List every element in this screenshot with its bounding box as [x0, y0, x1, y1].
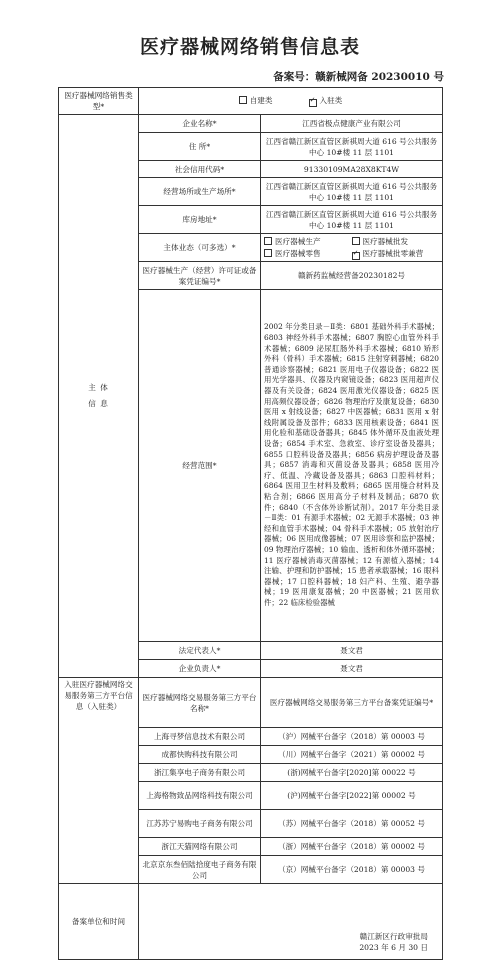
checkbox-icon[interactable] [239, 96, 247, 104]
checkbox-icon[interactable] [352, 237, 360, 245]
platform-record: （沪）网械平台备字（2018）第 00003 号 [261, 728, 443, 746]
principal-label: 企业负责人* [139, 660, 261, 678]
sales-type-options [139, 88, 443, 115]
checkbox-icon[interactable] [309, 99, 317, 107]
platform-record: (沪)网械平台备字[2022]第 00002 号 [261, 782, 443, 810]
principal: 聂文君 [261, 660, 443, 678]
platform-name: 浙江天猫网络有限公司 [139, 838, 261, 856]
option-production[interactable]: 医疗器械生产 [264, 236, 352, 247]
address: 江西省赣江新区直管区新祺周大道 616 号公共服务中心 10#楼 11 层 1101 [261, 133, 443, 161]
option-settled[interactable]: ✓ 入驻类 [309, 95, 343, 107]
platform-name: 上海格物致品网络科技有限公司 [139, 782, 261, 810]
option-self-built[interactable]: 自建类 [239, 95, 273, 107]
company-name-label: 企业名称* [139, 115, 261, 133]
checkbox-icon[interactable] [264, 237, 272, 245]
document-title: 医疗器械网络销售信息表 [139, 36, 360, 58]
option-retail[interactable]: 医疗器械零售 [264, 248, 352, 260]
platform-name: 上海寻梦信息技术有限公司 [139, 728, 261, 746]
option-wholesale-retail[interactable]: ✓ 医疗器械批零兼营 [352, 248, 440, 260]
sales-type-label: 医疗器械网络销售类型* [59, 88, 139, 115]
credit-code-label: 社会信用代码* [139, 161, 261, 178]
legal-rep: 聂文君 [261, 642, 443, 660]
platform-name-header: 医疗器械网络交易服务第三方平台名称* [139, 678, 261, 728]
legal-rep-label: 法定代表人* [139, 642, 261, 660]
checkbox-icon[interactable] [264, 249, 272, 257]
platform-record: （苏）网械平台备字（2018）第 00052 号 [261, 810, 443, 838]
info-table [58, 87, 443, 960]
credit-code: 91330109MA28X8KT4W [261, 161, 443, 178]
platform-name: 浙江集享电子商务有限公司 [139, 764, 261, 782]
filing-label: 备案单位和时间 [59, 884, 139, 960]
filing-date: 2023 年 6 月 30 日 [359, 943, 428, 952]
license: 赣新药监械经营备20230182号 [261, 262, 443, 290]
platform-record: （京）网械平台备字（2018）第 00003 号 [261, 856, 443, 884]
business-form-label: 主体业态（可多选）* [139, 234, 261, 262]
scope-label: 经营范围* [139, 290, 261, 642]
license-label: 医疗器械生产（经营）许可证或备案凭证编号* [139, 262, 261, 290]
platform-record-header: 医疗器械网络交易服务第三方平台备案凭证编号* [261, 678, 443, 728]
warehouse-label: 库房地址* [139, 206, 261, 234]
platform-record: （川）网械平台备字（2021）第 00002 号 [261, 746, 443, 764]
platform-record: （浙）网械平台备字（2018）第 00002 号 [261, 838, 443, 856]
filing-info [139, 884, 443, 960]
company-name: 江西省极点健康产业有限公司 [261, 115, 443, 133]
business-scope: 2002 年分类目录－Ⅱ类：6801 基础外科手术器械；6803 神经外科手术器械；6807 胸腔心血管外科手术器械；6809 泌尿肛肠外科手术器械；6810 矫形外科（骨科）手术器械；6815 注射穿刺器械；6820 普通诊察器械；6821 医用电子仪器设备；6822 医用光学器具、仪器及内窥镜设备；6823 医用超声仪器及有关设备；6824 医用激光仪器设备；6825 医用高频仪器设备；6826 物理治疗及康复设备；6830 医用 x 射线设备；6827 中医器械；6831 医用 x 射线附属设备及部件；6833 医用核素设备；6841 医用化验和基础设备器具；6845 体外循环及血液处理设备；6854 手术室、急救室、诊疗室设备及器具；6855 口腔科设备及器具；6856 病房护理设备及器具；6857 消毒和灭菌设备及器具；6858 医用冷疗、低温、冷藏设备及器具；6863 口腔科材料；6864 医用卫生材料及敷料；6865 医用缝合材料及粘合剂；6866 医用高分子材料及制品；6870 软件；6840（不含体外诊断试剂）。2017 年分类目录－Ⅱ类：01 有源手术器械；02 无源手术器械；03 神经和血管手术器械；04 骨科手术器械；05 放射治疗器械；06 医用成像器械；07 医用诊察和监护器械；09 物理治疗器械；10 输血、透析和体外循环器械；11 医疗器械消毒灭菌器械；12 有源植入器械；14 注输、护理和防护器械；15 患者承载器械；16 眼科器械；17 口腔科器械；18 妇产科、生殖、避孕器械；19 医用康复器械；20 中医器械；21 医用软件；22 临床检验器械 [261, 290, 443, 642]
platform-name: 江苏苏宁易购电子商务有限公司 [139, 810, 261, 838]
record-number: 备案号：赣新械网备 20230010 号 [273, 71, 444, 83]
business-form-options [261, 234, 443, 262]
biz-address-label: 经营场所或生产场所* [139, 178, 261, 206]
platform-group-label: 入驻医疗器械网络交易服务第三方平台信息（入驻类） [59, 678, 139, 884]
biz-address: 江西省赣江新区直管区新祺周大道 616 号公共服务中心 10#楼 11 层 1101 [261, 178, 443, 206]
warehouse: 江西省赣江新区直管区新祺周大道 616 号公共服务中心 10#楼 11 层 1101 [261, 206, 443, 234]
checkbox-icon[interactable] [352, 252, 360, 260]
address-label: 住 所* [139, 133, 261, 161]
platform-name: 北京京东叁佰陆拾度电子商务有限公司 [139, 856, 261, 884]
platform-name: 成都快购科技有限公司 [139, 746, 261, 764]
platform-record: (浙)网械平台备字[2020]第 00022 号 [261, 764, 443, 782]
filing-unit: 赣江新区行政审批局 [359, 932, 428, 941]
option-wholesale[interactable]: 医疗器械批发 [352, 236, 440, 247]
subject-group-label: 主 体 信 息 [59, 115, 139, 678]
